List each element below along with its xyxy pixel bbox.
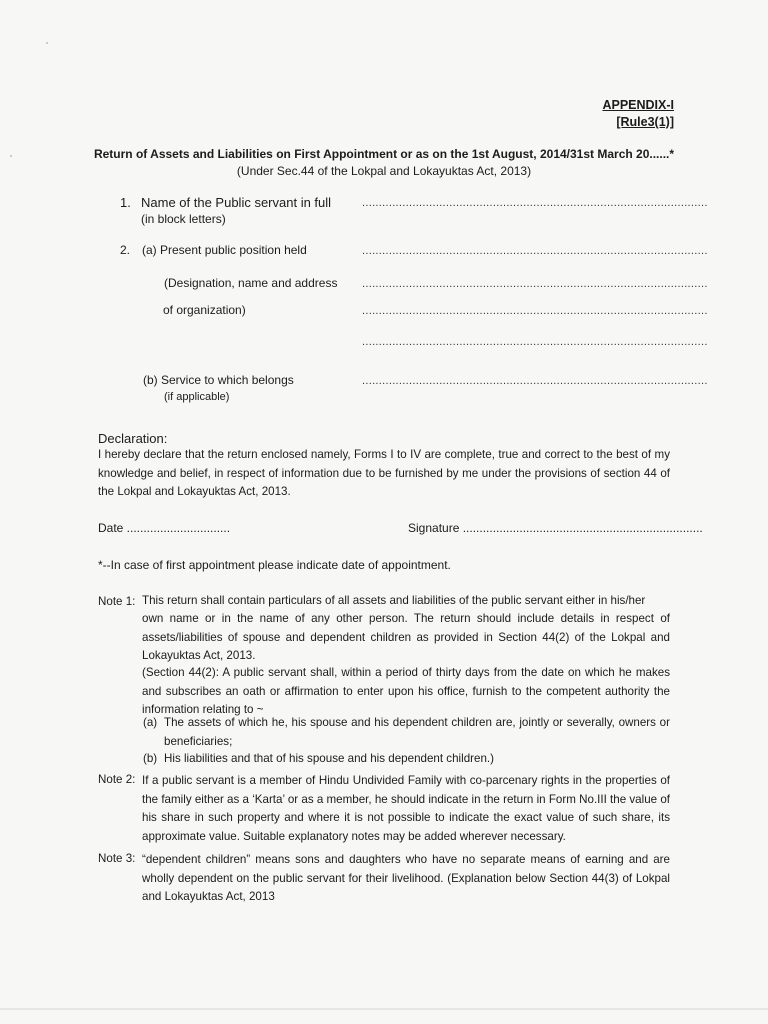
declaration-text: I hereby declare that the return enclosed namely, Forms I to IV are complete, true and correct to the best of my knowledge and belief, in respect of information due to be furnished by me under the provisions of section 44 of the Lokpal and Lokayuktas Act, 2013.	[98, 448, 670, 498]
field-2b-sublabel: (if applicable)	[164, 391, 230, 403]
field-2a-organization-fill-line[interactable]: .......................................................................................................	[362, 305, 708, 317]
note-2-label: Note 2:	[98, 773, 136, 786]
page-bottom-edge	[0, 1008, 768, 1010]
note-1-first-line: This return shall contain particulars of all assets and liabilities of the public servant either in his/her	[142, 594, 646, 607]
field-2a-designation-fill-line[interactable]: .......................................................................................................	[362, 278, 708, 290]
form-subtitle: (Under Sec.44 of the Lokpal and Lokayuktas Act, 2013)	[236, 164, 532, 178]
appendix-header	[602, 97, 674, 131]
note-1-label: Note 1:	[98, 595, 136, 608]
date-field[interactable]: Date ...............................	[98, 521, 231, 535]
appointment-footnote: *--In case of first appointment please indicate date of appointment.	[98, 558, 451, 572]
note-1-item-a-label: (a)	[143, 716, 158, 729]
note-1-item-a: The assets of which he, his spouse and his dependent children are, jointly or severally, owners or beneficiaries;	[164, 716, 670, 748]
note-1-section-quote: (Section 44(2): A public servant shall, within a period of thirty days from the date on which he makes and subscribes an oath or affirmation to enter upon his office, furnish to the competent authority the information relating to ~	[142, 666, 670, 716]
note-2-text: If a public servant is a member of Hindu Undivided Family with co-parcenary rights in the properties of the family either as a ‘Karta’ or as a member, he should indicate in the return in Form No.III the value of his share in such property and where it is not possible to indicate the exact value of such share, its approximate value. Suitable explanatory notes may be added wherever necessary.	[142, 774, 670, 843]
field-2a-extra-fill-line[interactable]: .......................................................................................................	[362, 336, 708, 348]
field-1-fill-line[interactable]: .......................................................................................................	[362, 197, 708, 209]
form-title: Return of Assets and Liabilities on First Appointment or as on the 1st August, 2014/31st March 20......*	[93, 147, 675, 161]
declaration-heading: Declaration:	[98, 431, 168, 446]
note-1-item-b-label: (b)	[143, 752, 158, 765]
field-2a-designation-label: (Designation, name and address	[164, 276, 338, 290]
note-1-text: own name or in the name of any other person. The return should include details in respect of assets/liabilities of spouse and dependent children as provided in Section 44(2) of the Lokpal and Lokayuktas Act, 2013.	[142, 612, 670, 662]
field-2a-organization-label: of organization)	[163, 303, 246, 317]
field-1-sublabel: (in block letters)	[141, 212, 226, 226]
rule-label: [Rule3(1)]	[616, 115, 674, 129]
note-3-text: “dependent children” means sons and daughters who have no separate means of earning and are wholly dependent on the public servant for their livelihood. (Explanation below Section 44(3) of Lokpal and Lokayuktas Act, 2013	[142, 853, 670, 903]
field-2a-label: (a) Present public position held	[142, 243, 307, 257]
signature-field[interactable]: Signature ........................................................................	[408, 521, 703, 535]
scan-speck	[46, 42, 48, 44]
field-1-number: 1.	[120, 195, 131, 210]
note-3-label: Note 3:	[98, 852, 136, 865]
field-2b-label: (b) Service to which belongs	[143, 373, 294, 387]
field-2a-fill-line[interactable]: .......................................................................................................	[362, 245, 708, 257]
appendix-label: APPENDIX-I	[602, 98, 674, 112]
field-2-number: 2.	[120, 243, 131, 257]
note-1-item-b: His liabilities and that of his spouse and his dependent children.)	[164, 752, 494, 765]
field-2b-fill-line[interactable]: .......................................................................................................	[362, 375, 708, 387]
field-1-label: Name of the Public servant in full	[141, 195, 332, 210]
